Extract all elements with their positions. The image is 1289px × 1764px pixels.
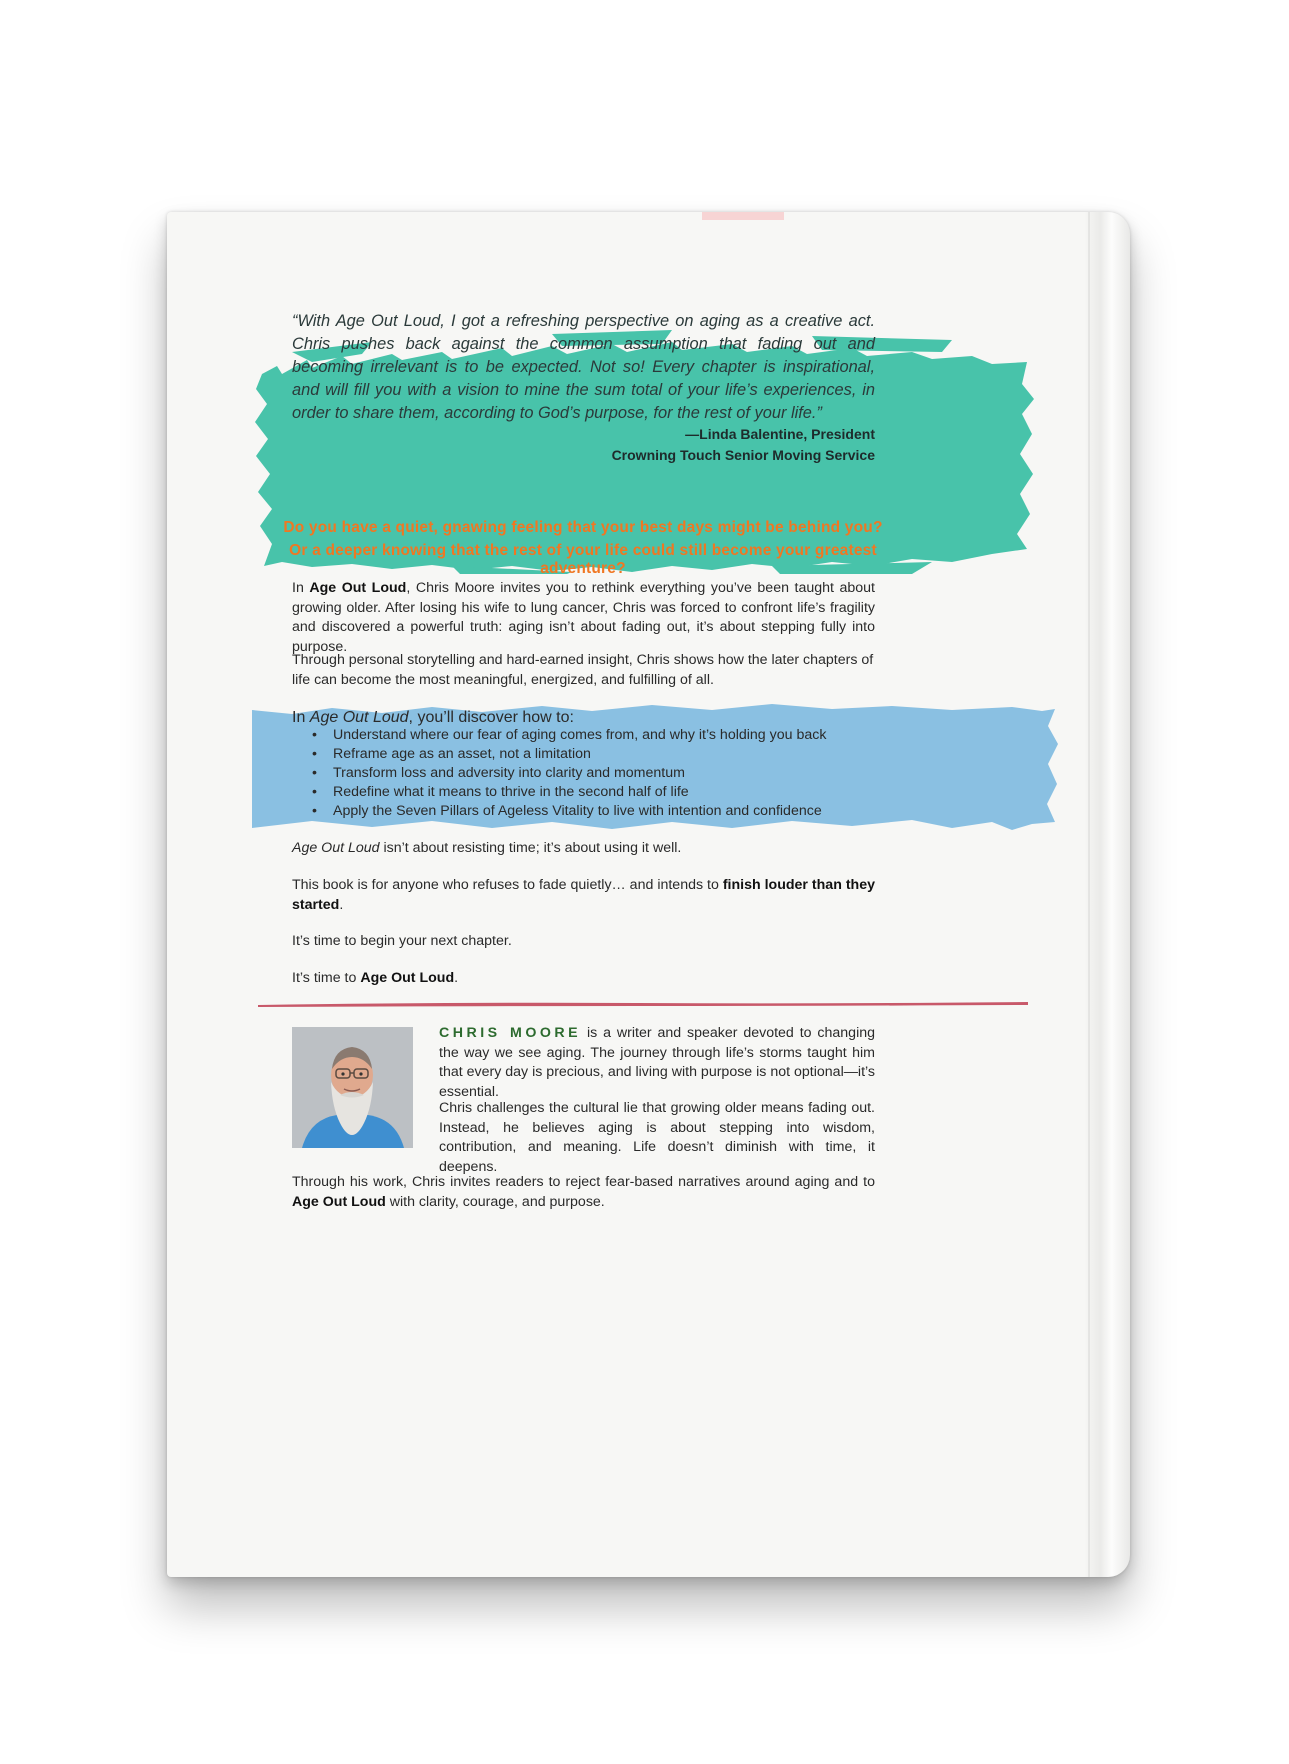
intro-paragraph xyxy=(292,579,875,657)
top-color-mark xyxy=(702,212,784,220)
list-item-text: Understand where our fear of aging comes from, and why it’s holding you back xyxy=(333,727,827,743)
closing-line-4 xyxy=(292,969,875,989)
list-item-text: Transform loss and adversity into clarity and momentum xyxy=(333,765,685,781)
intro-text: , Chris Moore invites you to rethink everything you’ve been taught about growing older. After losing his wife to lung cancer, Chris was forced to confront life’s fragility and discovered a powerful truth: aging isn’t about fading out, it’s about stepping fully into purpose. xyxy=(292,580,875,655)
list-item-text: Reframe age as an asset, not a limitation xyxy=(333,746,591,762)
testimonial-quote: “With Age Out Loud, I got a refreshing perspective on aging as a creative act. Chris pushes back against the common assumption that fading out and becoming irrelevant is to be expected. Not so! Every chapter is inspirational, and will fill you with a vision to mine the sum total of your life’s experiences, in order to share them, according to God’s purpose, for the rest of your life.” xyxy=(292,312,875,422)
list-item: • Apply the Seven Pillars of Ageless Vitality to live with intention and confidence xyxy=(312,803,822,819)
headline-line-1: Do you have a quiet, gnawing feeling that your best days might be behind you? xyxy=(283,519,883,536)
discover-prefix: In xyxy=(292,709,310,726)
closing-bold-2: finish louder than they started xyxy=(292,877,875,913)
discover-book-title: Age Out Loud xyxy=(309,709,409,726)
discover-intro xyxy=(292,709,574,727)
testimonial-attribution-org: Crowning Touch Senior Moving Service xyxy=(611,447,875,463)
cover-hinge-line xyxy=(1088,212,1090,1577)
headline-line-2: Or a deeper knowing that the rest of your life could still become your greatest adventure? xyxy=(289,542,877,577)
closing-bold-4: Age Out Loud xyxy=(360,970,455,986)
intro-prefix: In xyxy=(292,580,310,596)
closing-line-3: It’s time to begin your next chapter. xyxy=(292,933,512,949)
author-bio-text-3: Through his work, Chris invites readers to reject fear-based narratives around aging and to xyxy=(292,1174,875,1190)
author-photo xyxy=(292,1027,413,1148)
list-item: • Redefine what it means to thrive in the second half of life xyxy=(312,784,689,800)
storytelling-paragraph: Through personal storytelling and hard-earned insight, Chris shows how the later chapters of life can become the most meaningful, energized, and fulfilling of all. xyxy=(292,652,874,688)
discover-suffix: , you’ll discover how to: xyxy=(408,709,574,726)
list-item: • Understand where our fear of aging comes from, and why it’s holding you back xyxy=(312,727,827,743)
cover-edge-shading xyxy=(1084,212,1130,1577)
author-bio-end-3: with clarity, courage, and purpose. xyxy=(385,1193,605,1210)
list-item: • Transform loss and adversity into clarity and momentum xyxy=(312,765,685,781)
discover-list xyxy=(292,726,826,821)
author-bio-bold-3: Age Out Loud xyxy=(292,1193,386,1210)
closing-end-2: . xyxy=(339,896,344,913)
list-item-text: Redefine what it means to thrive in the second half of life xyxy=(333,784,689,800)
list-item: • Reframe age as an asset, not a limitation xyxy=(312,746,591,762)
author-bio-text-1: is a writer and speaker devoted to changing the way we see aging. The journey through life’s storms taught him that every day is precious, and living with purpose is not optional—it’s essential. xyxy=(439,1025,875,1100)
closing-line-2 xyxy=(292,876,875,915)
section-divider xyxy=(258,999,1028,1009)
testimonial-attribution-name: —Linda Balentine, President xyxy=(685,426,875,442)
author-name: CHRIS MOORE xyxy=(439,1025,582,1041)
author-bio-2: Chris challenges the cultural lie that growing older means fading out. Instead, he believes aging is about stepping into wisdom, contribution, and meaning. Life doesn’t diminish with time, it deepens. xyxy=(439,1100,875,1175)
closing-text-1: isn’t about resisting time; it’s about using it well. xyxy=(379,840,682,856)
closing-prefix-4: It’s time to xyxy=(292,970,361,986)
list-item-text: Apply the Seven Pillars of Ageless Vitality to live with intention and confidence xyxy=(333,803,822,819)
closing-end-4: . xyxy=(454,970,459,986)
author-bio-3 xyxy=(292,1173,875,1212)
closing-text-2: This book is for anyone who refuses to fade quietly… and intends to xyxy=(292,877,723,893)
author-bio-1 xyxy=(439,1024,875,1102)
closing-line-1 xyxy=(292,839,875,859)
intro-book-title: Age Out Loud xyxy=(309,580,407,596)
closing-book-title: Age Out Loud xyxy=(292,840,380,856)
